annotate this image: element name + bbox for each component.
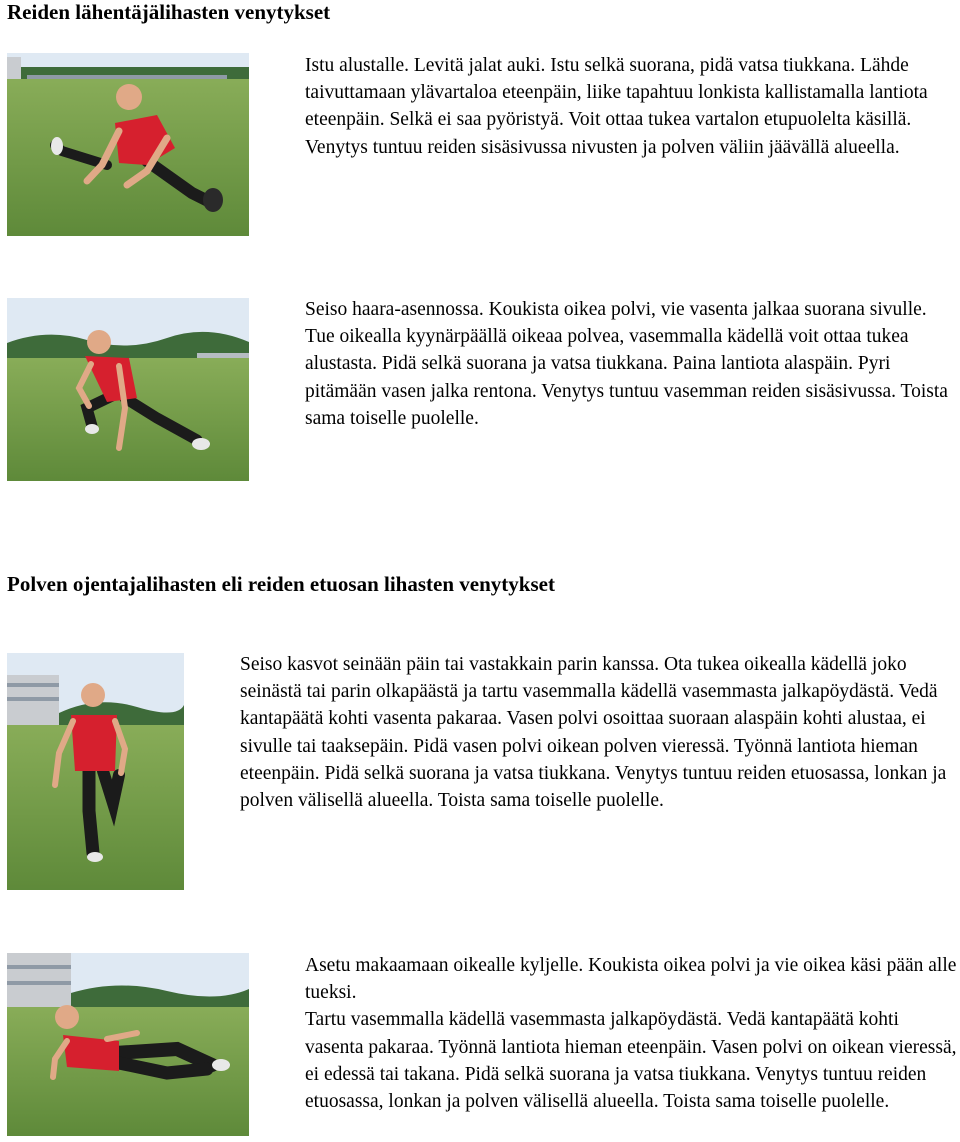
exercise-text-side-lying-quad <box>305 952 960 1115</box>
exercise-text-seated-straddle <box>305 52 955 161</box>
exercise-text-standing-quad <box>240 651 956 814</box>
exercise-description: Seiso haara-asennossa. Koukista oikea polvi, vie vasenta jalkaa suorana sivulle. Tue oikealla kyynärpäällä oikeaa polvea, vasemmalla kädellä voit ottaa tukea alustasta. Pidä selkä suorana ja vatsa tiukkana. Paina lantiota alaspäin. Pyri pitämään vasen jalka rentona. Venytys tuntuu vasemman reiden sisäsivussa. Toista sama toiselle puolelle. <box>305 299 948 429</box>
exercise-text-side-lunge <box>305 296 955 432</box>
photo-side-lying-quad-stretch <box>7 953 249 1136</box>
photo-standing-quad-stretch <box>7 653 184 890</box>
photo-seated-straddle-stretch <box>7 53 249 236</box>
exercise-description: Istu alustalle. Levitä jalat auki. Istu selkä suorana, pidä vatsa tiukkana. Lähde taivuttamaan ylävartaloa eteenpäin, liike tapahtuu lonkista kallistamalla lantiota eteenpäin. Selkä ei saa pyöristyä. Voit ottaa tukea vartalon etupuolelta käsillä. Venytys tuntuu reiden sisäsivussa nivusten ja polven väliin jäävällä alueella. <box>305 55 928 158</box>
section-heading-quadriceps: Polven ojentajalihasten eli reiden etuosan lihasten venytykset <box>7 572 555 596</box>
exercise-description-part2: Tartu vasemmalla kädellä vasemmasta jalkapöydästä. Vedä kantapäätä kohti vasenta pakaraa. Työnnä lantiota hieman eteenpäin. Vasen polvi on oikean vieressä, ei edessä tai takana. Pidä selkä suorana ja vatsa tiukkana. Venytys tuntuu reiden etuosassa, lonkan ja polven välisellä alueella. Toista sama toiselle puolelle. <box>305 1009 957 1113</box>
section-heading-adductors: Reiden lähentäjälihasten venytykset <box>7 0 331 24</box>
photo-side-lunge-stretch <box>7 298 249 481</box>
exercise-description-part1: Asetu makaamaan oikealle kyljelle. Koukista oikea polvi ja vie oikea käsi pään alle tueksi. <box>305 955 957 1004</box>
exercise-description: Seiso kasvot seinään päin tai vastakkain parin kanssa. Ota tukea oikealla kädellä joko seinästä tai parin olkapäästä ja tartu vasemmalla kädellä vasemmasta jalkapöydästä. Vedä kantapäätä kohti vasenta pakaraa. Vasen polvi osoittaa suoraan alaspäin kohti alustaa, ei sivulle tai taaksepäin. Pidä vasen polvi oikean polven vieressä. Työnnä lantiota hieman eteenpäin. Pidä selkä suorana ja vatsa tiukkana. Venytys tuntuu reiden etuosassa, lonkan ja polven välisellä alueella. Toista sama toiselle puolelle. <box>240 654 947 812</box>
